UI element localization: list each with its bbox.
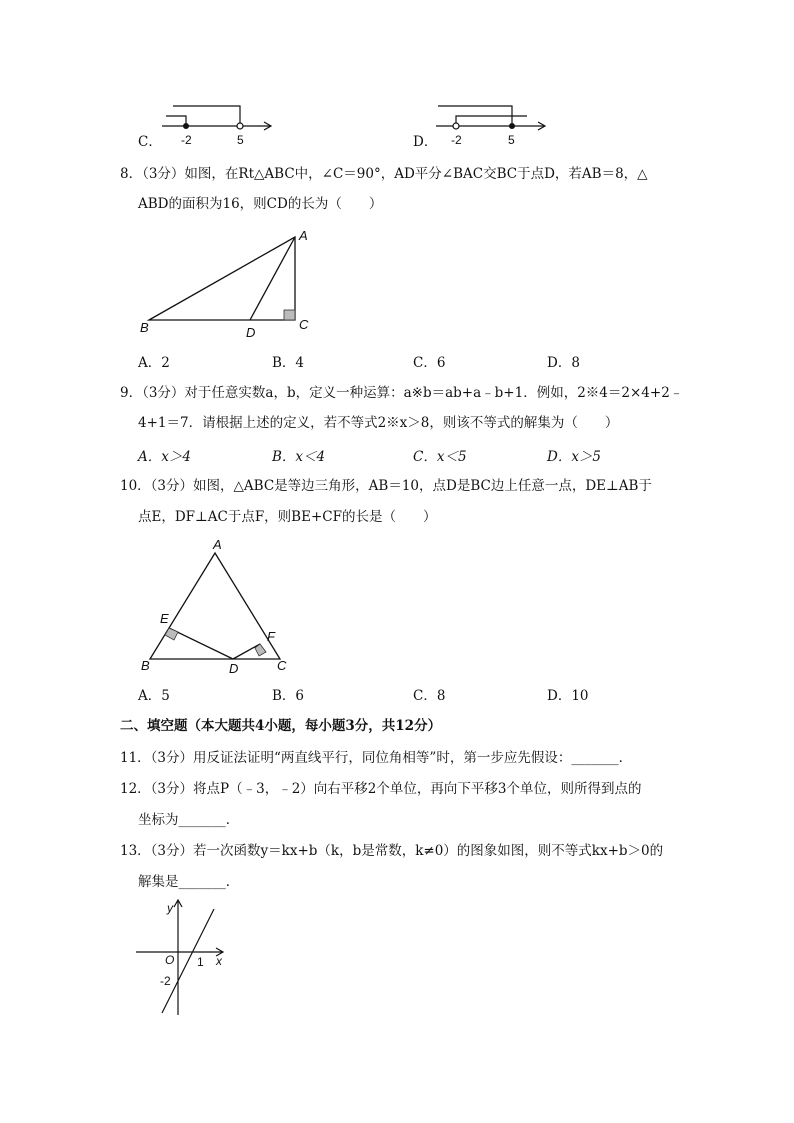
q13-line1: 13．（3分）若一次函数y＝kx+b（k，b是常数，k≠0）的图象如图，则不等式kx+b＞0的	[120, 843, 664, 859]
q10-option-a: A．5	[138, 688, 170, 704]
q10-line1: 10．（3分）如图，△ABC是等边三角形，AB＝10，点D是BC边上任意一点，DE⊥AB于	[120, 478, 652, 494]
q9-option-a: A．x＞4	[138, 449, 191, 465]
q8-line1: 8．（3分）如图，在Rt△ABC中，∠C＝90°，AD平分∠BAC交BC于点D，若AB＝8，△	[120, 166, 648, 182]
q13-line2: 解集是_______．	[138, 874, 240, 890]
x-axis-label: x	[216, 954, 222, 968]
shade-bracket-left	[166, 116, 186, 124]
label-f: F	[267, 629, 275, 644]
q8-right-triangle-figure	[135, 225, 325, 343]
right-angle-mark	[284, 310, 295, 320]
label-e: E	[160, 611, 169, 626]
q7-number-line-d	[432, 100, 552, 148]
section-2-heading: 二、填空题（本大题共4小题，每小题3分，共12分）	[120, 718, 442, 734]
q9-line2: 4+1＝7．请根据上述的定义，若不等式2※x＞8，则该不等式的解集为（ ）	[138, 415, 619, 431]
triangle-abc	[150, 553, 280, 659]
q10-equilateral-triangle-figure	[135, 535, 305, 680]
segment-df	[233, 644, 260, 659]
q10-option-b: B．6	[272, 688, 305, 704]
y-intercept-label: -2	[160, 974, 171, 988]
q10-line2: 点E，DF⊥AC于点F，则BE+CF的长是（ ）	[138, 509, 437, 525]
q8-option-b: B．4	[272, 355, 305, 371]
open-point	[453, 123, 459, 129]
segment-de	[169, 628, 233, 659]
q7-option-d-label: D．	[413, 134, 438, 150]
label-a: A	[299, 228, 308, 243]
q8-line2: ABD的面积为16，则CD的长为（ ）	[138, 196, 383, 212]
label-d: D	[246, 325, 256, 340]
label-a: A	[213, 537, 222, 552]
q8-option-a: A．2	[138, 355, 170, 371]
label-b: B	[140, 320, 149, 335]
shade-bracket-right	[173, 106, 240, 124]
tick-label-left: -2	[451, 133, 462, 147]
open-point	[237, 123, 243, 129]
q12-line1: 12．（3分）将点P（﹣3，﹣2）向右平移2个单位，再向下平移3个单位，则所得到点的	[120, 781, 642, 797]
q7-number-line-c	[158, 100, 278, 148]
label-d: D	[229, 661, 239, 676]
q12-line2: 坐标为_______．	[138, 812, 240, 828]
q8-option-c: C．6	[413, 355, 446, 371]
q7-option-c-label: C．	[138, 134, 162, 150]
right-angle-mark-e	[165, 628, 178, 640]
shade-bracket-bottom	[456, 116, 527, 124]
closed-point	[183, 123, 189, 129]
x-intercept-label: 1	[197, 955, 204, 969]
q10-option-c: C．8	[413, 688, 446, 704]
q9-option-d: D．x＞5	[547, 449, 602, 465]
q10-option-d: D．10	[547, 688, 589, 704]
label-b: B	[141, 658, 150, 673]
q9-line1: 9．（3分）对于任意实数a，b，定义一种运算：a※b＝ab+a﹣b+1．例如，2※4＝2×4+2﹣	[120, 385, 684, 401]
y-axis-label: y	[167, 901, 173, 915]
q11-line1: 11．（3分）用反证法证明“两直线平行，同位角相等”时，第一步应先假设：_______．	[120, 750, 633, 766]
tick-label-left: -2	[181, 133, 192, 147]
shade-bracket-top	[438, 106, 512, 124]
q8-option-d: D．8	[547, 355, 580, 371]
tick-label-right: 5	[508, 133, 515, 147]
label-c: C	[299, 317, 309, 332]
closed-point	[509, 123, 515, 129]
q9-option-b: B．x＜4	[272, 449, 326, 465]
origin-label: O	[165, 953, 175, 967]
q9-option-c: C．x＜5	[413, 449, 467, 465]
label-c: C	[277, 658, 287, 673]
q13-linear-function-graph	[130, 895, 240, 1020]
tick-label-right: 5	[237, 133, 244, 147]
